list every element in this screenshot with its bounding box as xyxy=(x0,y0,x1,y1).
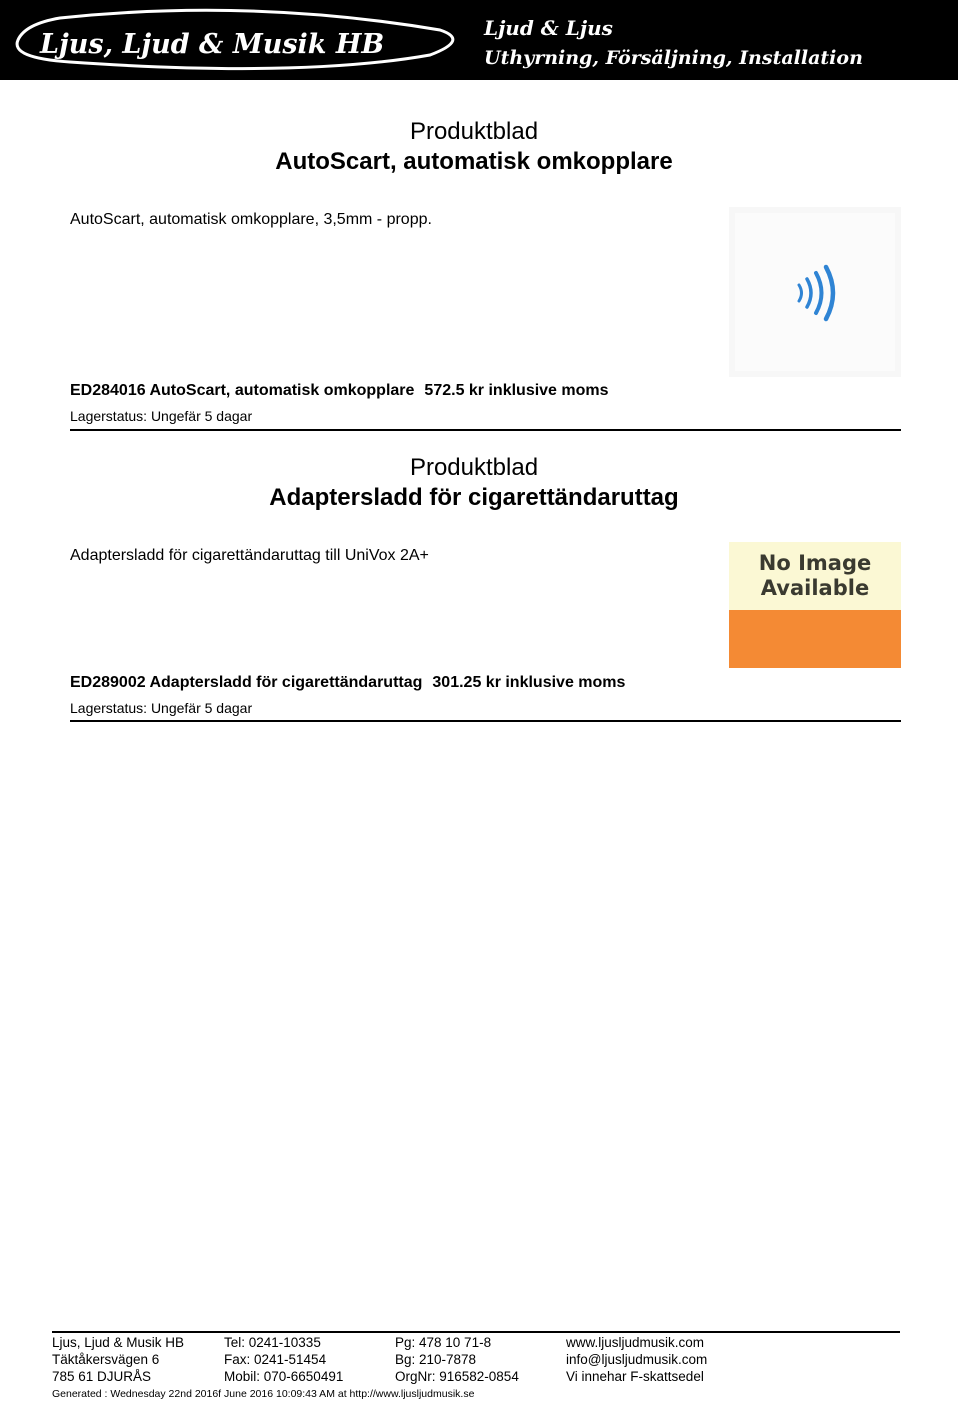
street-address: Täktåkersvägen 6 xyxy=(52,1352,160,1367)
plusgiro: Pg: 478 10 71-8 xyxy=(395,1335,492,1350)
tax-note: Vi innehar F-skattsedel xyxy=(566,1369,704,1384)
available-text: Available xyxy=(760,576,870,600)
product-2-heading xyxy=(0,453,948,513)
product-price-line xyxy=(70,673,625,693)
footer-divider xyxy=(52,1331,900,1333)
phone: Tel: 0241-10335 xyxy=(224,1335,321,1350)
footer-web-contact xyxy=(566,1334,707,1385)
tagline-line2: Uthyrning, Försäljning, Installation xyxy=(484,47,863,69)
header-banner xyxy=(0,0,960,80)
stock-status: Lagerstatus: Ungefär 5 dagar xyxy=(70,408,253,424)
footer-company-address xyxy=(52,1334,184,1385)
fax: Fax: 0241-51454 xyxy=(224,1352,327,1367)
article-number-name: ED284016 AutoScart, automatisk omkopplare xyxy=(70,382,415,399)
article-number-name: ED289002 Adaptersladd för cigarettändaruttag xyxy=(70,674,423,691)
product-sheet-label: Produktblad xyxy=(409,454,539,481)
price: 301.25 kr inklusive moms xyxy=(432,674,626,691)
email: info@ljusljudmusik.com xyxy=(566,1352,708,1367)
footer-phone-numbers xyxy=(224,1334,343,1385)
product-description: Adaptersladd för cigarettändaruttag till UniVox 2A+ xyxy=(70,547,429,564)
company-name: Ljus, Ljud & Musik HB xyxy=(52,1335,185,1350)
product-sheet-label: Produktblad xyxy=(409,118,539,145)
product-description: AutoScart, automatisk omkopplare, 3,5mm - propp. xyxy=(70,211,432,228)
no-image-text: No Image xyxy=(758,551,872,575)
price: 572.5 kr inklusive moms xyxy=(424,382,609,399)
mobile: Mobil: 070-6650491 xyxy=(224,1369,344,1384)
website: www.ljusljudmusik.com xyxy=(566,1335,705,1350)
product-image-autoscart xyxy=(729,207,901,377)
postal-address: 785 61 DJURÅS xyxy=(52,1369,152,1384)
product-1-heading xyxy=(0,117,948,177)
org-number: OrgNr: 916582-0854 xyxy=(395,1369,519,1384)
generated-timestamp: Generated : Wednesday 22nd 2016f June 2016 10:09:43 AM at http://www.ljusljudmusik.se xyxy=(52,1388,475,1400)
tagline-line1: Ljud & Ljus xyxy=(484,16,613,40)
product-title: Adaptersladd för cigarettändaruttag xyxy=(269,484,679,511)
company-logo xyxy=(0,0,958,80)
product-price-line xyxy=(70,381,609,401)
logo-name: Ljus, Ljud & Musik HB xyxy=(40,29,385,60)
stock-status: Lagerstatus: Ungefär 5 dagar xyxy=(70,700,253,716)
no-image-placeholder xyxy=(729,542,901,668)
footer-bank-details xyxy=(395,1334,519,1385)
product-divider xyxy=(70,720,901,722)
bankgiro: Bg: 210-7878 xyxy=(395,1352,477,1367)
product-title: AutoScart, automatisk omkopplare xyxy=(275,148,673,175)
product-divider xyxy=(70,429,901,431)
